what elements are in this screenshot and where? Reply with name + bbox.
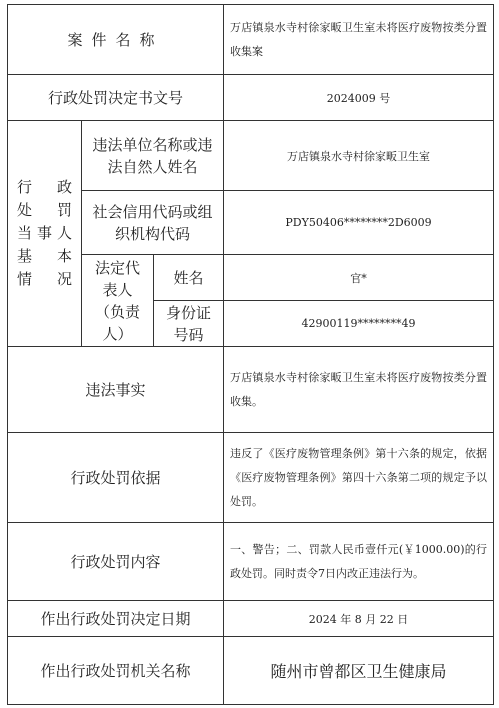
authority-value: 随州市曾都区卫生健康局 xyxy=(224,637,494,705)
party-label-line-2: 处 罚 xyxy=(17,201,72,219)
facts-value: 万店镇泉水寺村徐家畈卫生室未将医疗废物按类分置收集。 xyxy=(224,347,494,433)
party-label-line-1: 行 政 xyxy=(17,178,72,196)
row-unit-name xyxy=(8,121,494,191)
decision-no-value: 2024009 号 xyxy=(224,75,494,121)
facts-label: 违法事实 xyxy=(8,347,224,433)
row-case-name xyxy=(8,5,494,75)
row-basis xyxy=(8,433,494,523)
decision-no-label: 行政处罚决定书文号 xyxy=(8,75,224,121)
row-decision-no xyxy=(8,75,494,121)
unit-name-value: 万店镇泉水寺村徐家畈卫生室 xyxy=(224,121,494,191)
date-label: 作出行政处罚决定日期 xyxy=(8,601,224,637)
party-label-line-3: 当 事 人 xyxy=(17,224,72,242)
row-authority xyxy=(8,637,494,705)
party-group-label xyxy=(8,121,82,347)
id-value: 42900119********49 xyxy=(224,301,494,347)
unit-name-label: 违法单位名称或违法自然人姓名 xyxy=(82,121,224,191)
content-label: 行政处罚内容 xyxy=(8,523,224,601)
name-value: 官* xyxy=(224,255,494,301)
rep-label: 法定代表人（负责人） xyxy=(82,255,154,347)
basis-label: 行政处罚依据 xyxy=(8,433,224,523)
row-content xyxy=(8,523,494,601)
case-name-label: 案件名称 xyxy=(8,5,224,75)
date-value: 2024 年 8 月 22 日 xyxy=(224,601,494,637)
basis-value: 违反了《医疗废物管理条例》第十六条的规定，依据《医疗废物管理条例》第四十六条第二项的规定予以处罚。 xyxy=(224,433,494,523)
authority-label: 作出行政处罚机关名称 xyxy=(8,637,224,705)
row-date xyxy=(8,601,494,637)
case-name-value: 万店镇泉水寺村徐家畈卫生室未将医疗废物按类分置收集案 xyxy=(224,5,494,75)
name-label: 姓名 xyxy=(154,255,224,301)
party-label-line-5: 情 况 xyxy=(17,270,72,288)
credit-code-label: 社会信用代码或组织机构代码 xyxy=(82,191,224,255)
row-facts xyxy=(8,347,494,433)
content-value: 一、警告；二、罚款人民币壹仟元(￥1000.00)的行政处罚。同时责令7日内改正违法行为。 xyxy=(224,523,494,601)
id-label: 身份证号码 xyxy=(154,301,224,347)
credit-code-value: PDY50406********2D6009 xyxy=(224,191,494,255)
party-label-line-4: 基 本 xyxy=(17,247,72,265)
penalty-info-table xyxy=(7,4,494,705)
